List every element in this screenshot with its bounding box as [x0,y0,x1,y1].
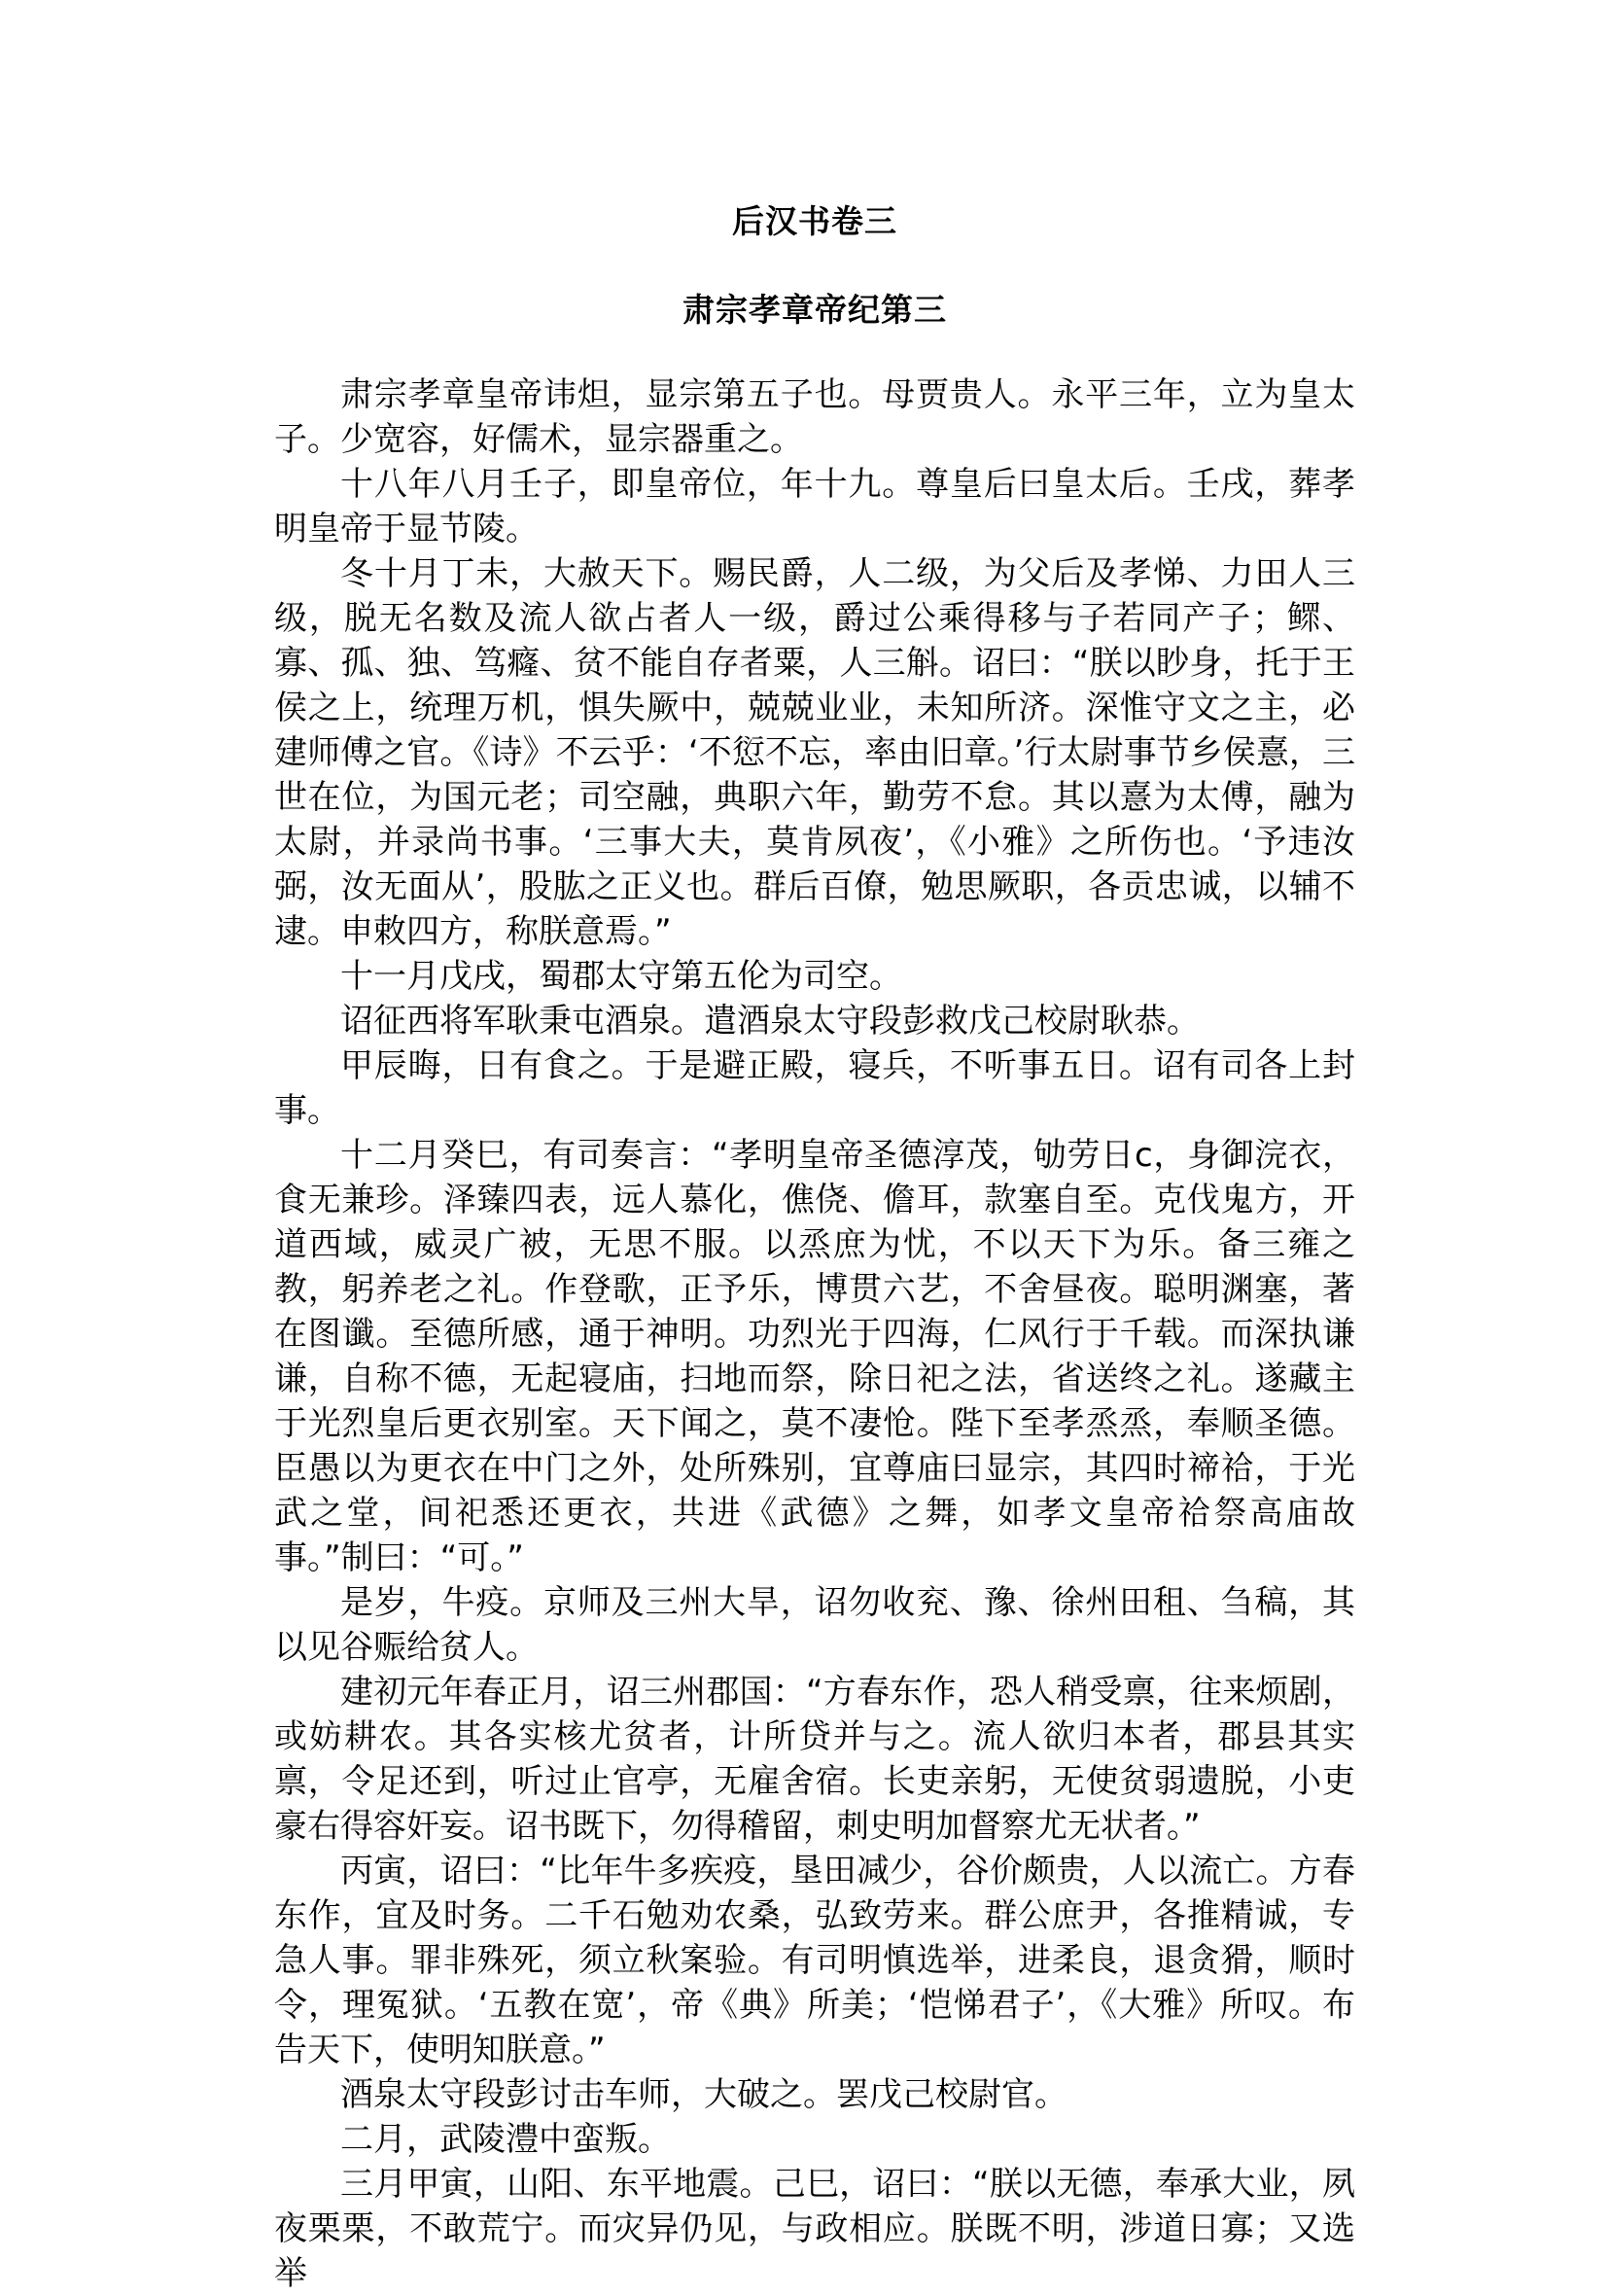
paragraph: 是岁，牛疫。京师及三州大旱，诏勿收兖、豫、徐州田租、刍稿，其以见谷赈给贫人。 [274,1583,1355,1667]
paragraph: 甲辰晦，日有食之。于是避正殿，寝兵，不听事五日。诏有司各上封事。 [274,1046,1355,1130]
paragraph: 酒泉太守段彭讨击车师，大破之。罢戊己校尉官。 [340,2075,1067,2114]
paragraph: 十八年八月壬子，即皇帝位，年十九。尊皇后曰皇太后。壬戌，葬孝明皇帝于显节陵。 [274,465,1355,548]
paragraph: 诏征西将军耿秉屯酒泉。遣酒泉太守段彭救戊己校尉耿恭。 [340,1002,1200,1041]
paragraph: 十二月癸巳，有司奏言：“孝明皇帝圣德淳茂，劬劳日с，身御浣衣，食无兼珍。泽臻四表，远人慕化，僬侥、儋耳，款塞自至。克伐鬼方，开道西域，威灵广被，无思不服。以烝庶为忧，不以天下为乐。备三雍之教，躬养老之礼。作登歌，正予乐，博贯六艺，不舍昼夜。聪明渊塞，著在图谶。至德所感，通于神明。功烈光于四海，仁风行于千载。而深执谦谦，自称不德，无起寝庙，扫地而祭，除日祀之法，省送终之礼。遂藏主于光烈皇后更衣别室。天下闻之，莫不凄怆。陛下至孝烝烝，奉顺圣德。臣愚以为更衣在中门之外，处所殊别，宜尊庙曰显宗，其四时禘祫，于光武之堂，间祀悉还更衣，共进《武德》之舞，如孝文皇帝祫祭高庙故事。”制曰：“可。” [274,1136,1355,1577]
paragraph: 冬十月丁未，大赦天下。赐民爵，人二级，为父后及孝悌、力田人三级，脱无名数及流人欲占者人一级，爵过公乘得移与子若同产子；鳏、寡、孤、独、笃癃、贫不能自存者粟，人三斛。诏曰：“朕以眇身，托于王侯之上，统理万机，惧失厥中，兢兢业业，未知所济。深惟守文之主，必建师傅之官。《诗》不云乎：‘不愆不忘，率由旧章。’行太尉事节乡侯憙，三世在位，为国元老；司空融，典职六年，勤劳不怠。其以憙为太傅，融为太尉，并录尚书事。‘三事大夫，莫肯夙夜’，《小雅》之所伤也。‘予违汝弼，汝无面从’，股肱之正义也。群后百僚，勉思厥职，各贡忠诚，以辅不逮。申敕四方，称朕意焉。” [274,554,1355,951]
paragraph: 十一月戊戌，蜀郡太守第五伦为司空。 [340,957,902,996]
book-title: 后汉书卷三 [732,202,897,240]
body-text [274,372,1355,2296]
paragraph: 二月，武陵澧中蛮叛。 [340,2120,671,2159]
chapter-title: 肃宗孝章帝纪第三 [682,291,947,329]
paragraph: 三月甲寅，山阳、东平地震。己巳，诏曰：“朕以无德，奉承大业，夙夜栗栗，不敢荒宁。而灾异仍见，与政相应。朕既不明，涉道日寡；又选举 [274,2165,1355,2293]
paragraph: 建初元年春正月，诏三州郡国：“方春东作，恐人稍受禀，往来烦剧，或妨耕农。其各实核尤贫者，计所贷并与之。流人欲归本者，郡县其实禀，令足还到，听过止官亭，无雇舍宿。长吏亲躬，无使贫弱遗脱，小吏豪右得容奸妄。诏书既下，勿得稽留，刺史明加督察尤无状者。” [274,1673,1355,1846]
paragraph: 肃宗孝章皇帝讳炟，显宗第五子也。母贾贵人。永平三年，立为皇太子。少宽容，好儒术，显宗器重之。 [274,375,1355,459]
paragraph: 丙寅，诏曰：“比年牛多疾疫，垦田减少，谷价颇贵，人以流亡。方春东作，宜及时务。二千石勉劝农桑，弘致劳来。群公庶尹，各推精诚，专急人事。罪非殊死，须立秋案验。有司明慎选举，进柔良，退贪猾，顺时令，理冤狱。‘五教在宽’，帝《典》所美；‘恺悌君子’，《大雅》所叹。布告天下，使明知朕意。” [274,1852,1355,2069]
